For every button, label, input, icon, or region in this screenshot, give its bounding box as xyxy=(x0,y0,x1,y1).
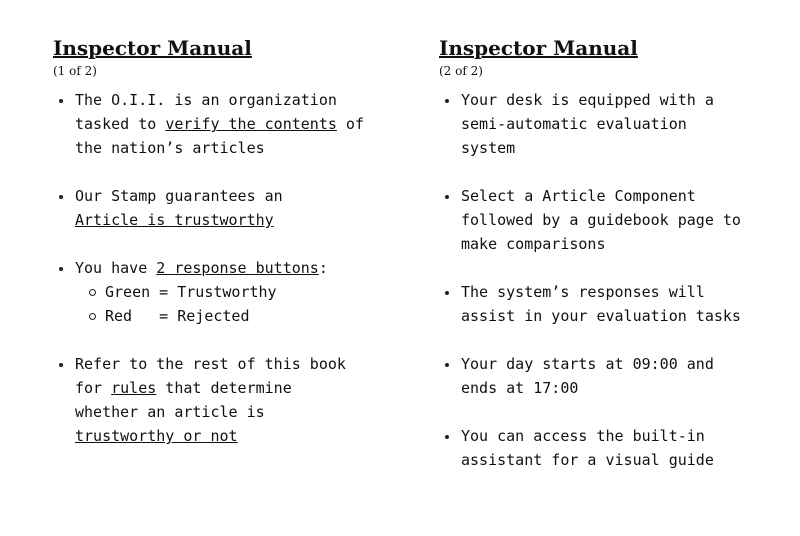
list-item-system-responses: The system’s responses will assist in your evaluation tasks xyxy=(439,280,779,328)
underlined-term: Article is trustworthy xyxy=(75,211,274,229)
underlined-term: 2 response buttons xyxy=(156,259,319,277)
manual-bullet-list xyxy=(439,88,779,472)
underlined-term: rules xyxy=(111,379,157,397)
list-item-desk: Your desk is equipped with a semi-automatic evaluation system xyxy=(439,88,779,160)
list-item-response-buttons: You have 2 response buttons: Green = Trustworthy Red = Rejected xyxy=(53,256,393,328)
underlined-term: trustworthy or not xyxy=(75,427,238,445)
list-item-assistant: You can access the built-in assistant for a visual guide xyxy=(439,424,779,472)
list-item-rules: Refer to the rest of this book for rules that determine whether an article is trustworthy or not xyxy=(53,352,393,448)
page-number: (2 of 2) xyxy=(439,64,483,78)
manual-page-right xyxy=(439,36,779,472)
underlined-term: verify the contents xyxy=(165,115,337,133)
page-title: Inspector Manual xyxy=(439,36,638,60)
list-item-organization: The O.I.I. is an organization tasked to verify the contents of the nation’s articles xyxy=(53,88,393,160)
response-button-list xyxy=(75,280,393,328)
list-item-stamp: Our Stamp guarantees an Article is trustworthy xyxy=(53,184,393,232)
page-title: Inspector Manual xyxy=(53,36,252,60)
manual-page-left xyxy=(53,36,393,448)
list-item-select-component: Select a Article Component followed by a guidebook page to make comparisons xyxy=(439,184,779,256)
page-number: (1 of 2) xyxy=(53,64,97,78)
sub-item-red: Red = Rejected xyxy=(75,304,393,328)
list-item-work-hours: Your day starts at 09:00 and ends at 17:00 xyxy=(439,352,779,400)
sub-item-green: Green = Trustworthy xyxy=(75,280,393,304)
manual-bullet-list xyxy=(53,88,393,448)
